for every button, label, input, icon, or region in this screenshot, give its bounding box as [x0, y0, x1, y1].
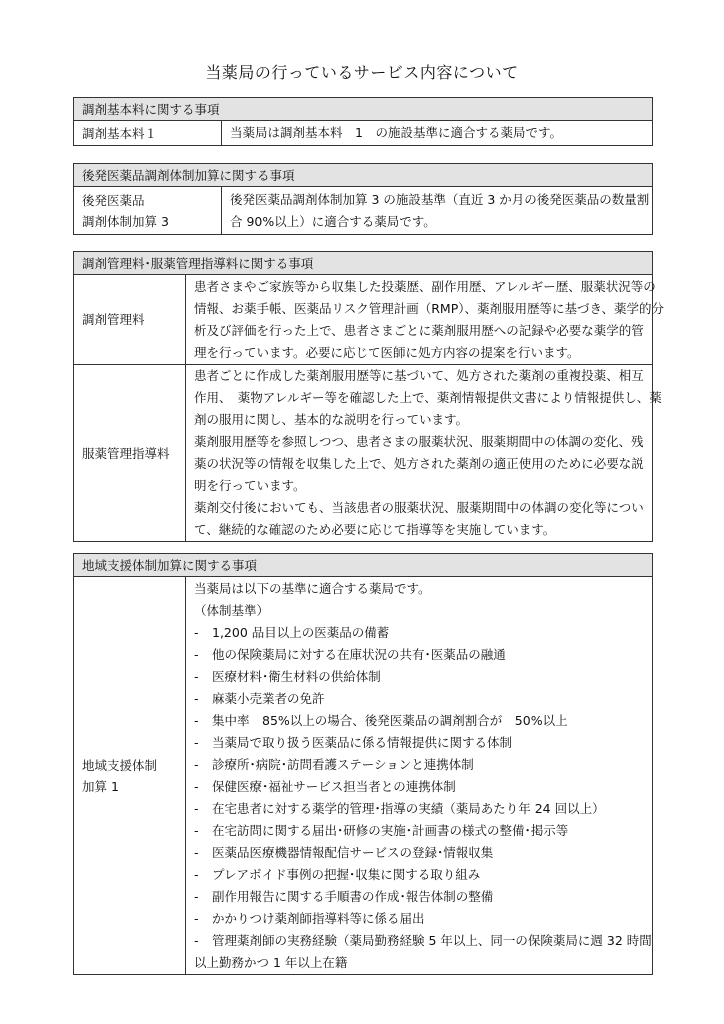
row-text: [186, 365, 662, 542]
dash-marker: -: [194, 823, 199, 838]
list-item: [194, 798, 644, 820]
list-item: [194, 930, 652, 952]
label-line: 地域支援体制: [82, 757, 158, 773]
text-line: 析及び評価を行った上で、患者さまごとに薬剤服用歴への記録や必要な薬学的管: [194, 322, 644, 338]
row-text: [222, 187, 653, 235]
row-label: 服薬管理指導料: [74, 365, 186, 542]
dash-marker: -: [194, 845, 199, 860]
dash-marker: -: [194, 647, 199, 662]
text-line: 薬剤服用歴等を参照しつつ、患者さまの服薬状況、服薬期間中の体調の変化、残: [194, 434, 644, 449]
list-item: [194, 886, 644, 908]
label-line: 加算 1: [82, 778, 119, 794]
list-item: [194, 644, 644, 666]
text-line: 患者ごとに作成した薬剤服用歴等に基づいて、処方された薬剤の重複投薬、相互: [194, 368, 644, 383]
dash-marker: -: [194, 889, 199, 904]
text-line: 作用、 薬物アレルギー等を確認した上で、薬剤情報提供文書により情報提供し、薬: [194, 390, 662, 405]
list-item: [194, 776, 644, 798]
row-label: 調剤基本料１: [74, 121, 222, 146]
label-line: 調剤体制加算 3: [82, 213, 169, 229]
list-item-text: 在宅訪問に関する届出･研修の実施･計画書の様式の整備･掲示等: [212, 823, 569, 838]
dash-marker: -: [194, 801, 199, 816]
text-line: 理を行っています。必要に応じて医師に処方内容の提案を行います。: [194, 344, 580, 360]
row-text: [186, 275, 665, 365]
section-heading: 調剤管理料･服薬管理指導料に関する事項: [74, 252, 653, 275]
list-item-text: 医薬品医療機器情報配信サービスの登録･情報収集: [212, 845, 494, 860]
section-community-support: [73, 553, 653, 975]
text-line: 情報、お薬手帳、医薬品リスク管理計画（RMP）、薬剤服用歴等に基づき、薬学的分: [194, 300, 665, 316]
text-line: 患者さまやご家族等から収集した投薬歴、副作用歴、アレルギー歴、服薬状況等の: [194, 278, 656, 294]
list-item: [194, 908, 644, 930]
row-label: 調剤管理料: [74, 275, 186, 365]
criteria-list: [194, 622, 644, 930]
row-label: [74, 187, 222, 235]
subheading: （体制基準）: [194, 603, 270, 618]
list-item: [194, 864, 644, 886]
label-line: 後発医薬品: [82, 192, 145, 208]
list-item-text: 診療所･病院･訪問看護ステーションと連携体制: [212, 757, 474, 772]
list-item: [194, 732, 644, 754]
list-item: [194, 688, 644, 710]
intro-text: 当薬局は以下の基準に適合する薬局です。: [194, 581, 431, 596]
list-item-text: 管理薬剤師の実務経験（薬局勤務経験 5 年以上、同一の保険薬局に週 32 時間: [212, 933, 652, 948]
dash-marker: -: [194, 933, 199, 948]
list-item-text: プレアボイド事例の把握･収集に関する取り組み: [212, 867, 481, 882]
section-generic-drug: [73, 163, 653, 235]
text-line: 明を行っています。: [194, 478, 306, 493]
list-item: [194, 754, 644, 776]
dash-marker: -: [194, 625, 199, 640]
list-item-text: 医療材料･衛生材料の供給体制: [212, 669, 381, 684]
list-item-text: かかりつけ薬剤師指導料等に係る届出: [212, 911, 425, 926]
list-item-text: 当薬局で取り扱う医薬品に係る情報提供に関する体制: [212, 735, 513, 750]
list-item-text: 副作用報告に関する手順書の作成･報告体制の整備: [212, 889, 494, 904]
list-item: [194, 842, 644, 864]
dash-marker: -: [194, 911, 199, 926]
list-item: [194, 820, 644, 842]
list-item-text: 麻薬小売業者の免許: [212, 691, 325, 706]
list-item: [194, 710, 644, 732]
text-line: て、継続的な確認のため必要に応じて指導等を実施しています。: [194, 522, 556, 537]
list-item-text: 以上勤務かつ 1 年以上在籍: [194, 955, 348, 970]
dash-marker: -: [194, 669, 199, 684]
dash-marker: -: [194, 735, 199, 750]
list-item-text: 保健医療･福祉サービス担当者との連携体制: [212, 779, 456, 794]
row-text: [186, 577, 653, 975]
dash-marker: -: [194, 713, 199, 728]
dash-marker: -: [194, 867, 199, 882]
text-line: 合 90%以上）に適合する薬局です。: [230, 213, 436, 229]
text-line: 薬剤交付後においても、当該患者の服薬状況、服薬期間中の体調の変化等につい: [194, 500, 644, 515]
list-item-text: 集中率 85%以上の場合、後発医薬品の調剤割合が 50%以上: [212, 713, 568, 728]
section-basic-fee: [73, 97, 653, 146]
text-line: 薬の状況等の情報を収集した上で、処方された薬剤の適正使用のために必要な説: [194, 456, 644, 471]
list-item-text: 在宅患者に対する薬学的管理･指導の実績（薬局あたり年 24 回以上）: [212, 801, 605, 816]
section-heading: 調剤基本料に関する事項: [74, 98, 653, 121]
section-dispensing-management: [73, 251, 665, 542]
text-line: 後発医薬品調剤体制加算 3 の施設基準（直近 3 か月の後発医薬品の数量割: [230, 191, 650, 207]
list-item: [194, 622, 644, 644]
page-title: 当薬局の行っているサービス内容について: [205, 63, 519, 82]
text-line: 剤の服用に関し、基本的な説明を行っています。: [194, 412, 469, 427]
list-item-text: 1,200 品目以上の医薬品の備蓄: [212, 625, 390, 640]
list-item-text: 他の保険薬局に対する在庫状況の共有･医薬品の融通: [212, 647, 506, 662]
section-heading: 地域支援体制加算に関する事項: [74, 554, 653, 577]
list-item: [194, 666, 644, 688]
section-heading: 後発医薬品調剤体制加算に関する事項: [74, 164, 653, 187]
row-label: [74, 577, 186, 975]
dash-marker: -: [194, 691, 199, 706]
dash-marker: -: [194, 779, 199, 794]
dash-marker: -: [194, 757, 199, 772]
row-text: 当薬局は調剤基本料 1 の施設基準に適合する薬局です。: [222, 121, 653, 146]
